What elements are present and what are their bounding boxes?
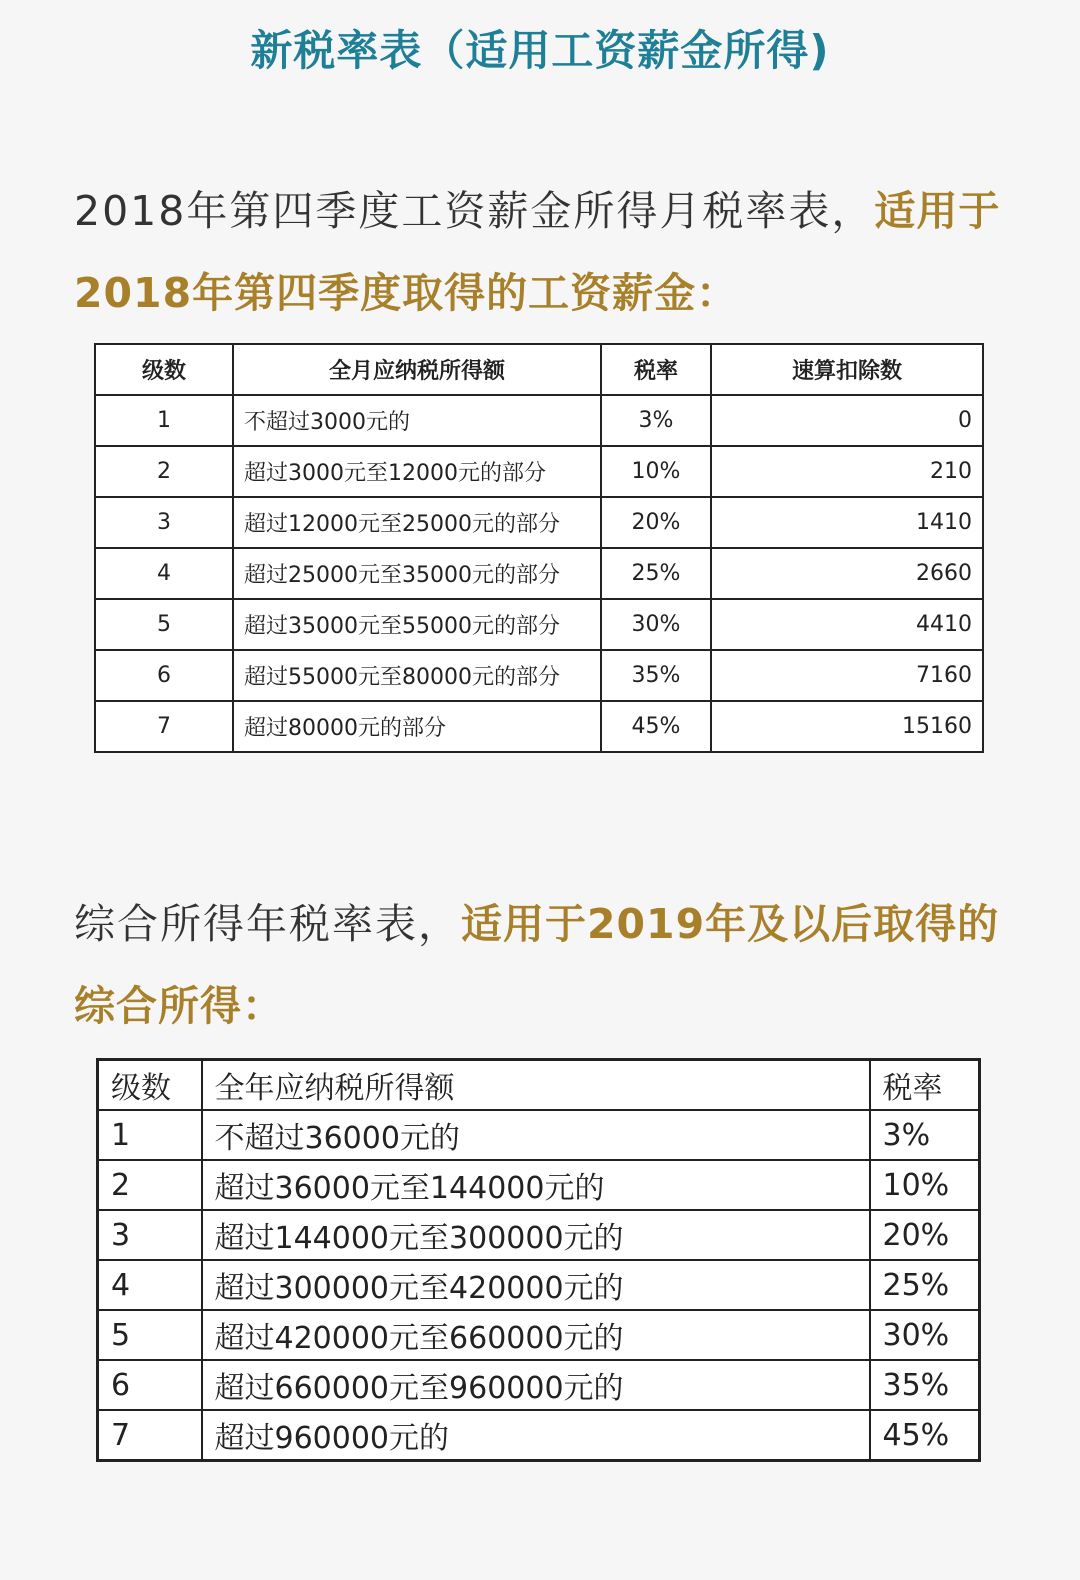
cell-tax-rate: 3% xyxy=(601,395,711,446)
monthly-table-body xyxy=(95,395,983,752)
cell-tax-rate: 30% xyxy=(870,1310,980,1360)
section2-intro-plain: 综合所得年税率表， xyxy=(74,900,461,948)
header-taxable-income: 全月应纳税所得额 xyxy=(233,344,601,395)
cell-level: 2 xyxy=(98,1160,202,1210)
table-row xyxy=(95,548,983,599)
annual-table-body xyxy=(98,1110,980,1461)
cell-taxable-income: 超过36000元至144000元的 xyxy=(202,1160,870,1210)
cell-taxable-income: 不超过36000元的 xyxy=(202,1110,870,1160)
header-quick-deduction: 速算扣除数 xyxy=(711,344,983,395)
cell-level: 5 xyxy=(95,599,233,650)
table-row xyxy=(95,395,983,446)
cell-tax-rate: 10% xyxy=(601,446,711,497)
section1-intro-highlight: 适用于2018年第四季度取得的工资薪金： xyxy=(74,187,1001,317)
header-level: 级数 xyxy=(95,344,233,395)
table-row xyxy=(98,1210,980,1260)
cell-quick-deduction: 0 xyxy=(711,395,983,446)
cell-tax-rate: 3% xyxy=(870,1110,980,1160)
cell-taxable-income: 不超过3000元的 xyxy=(233,395,601,446)
section2-intro xyxy=(74,883,1014,1047)
cell-taxable-income: 超过12000元至25000元的部分 xyxy=(233,497,601,548)
section2-intro-highlight: 适用于2019年及以后取得的综合所得： xyxy=(74,900,1000,1030)
cell-taxable-income: 超过3000元至12000元的部分 xyxy=(233,446,601,497)
cell-taxable-income: 超过300000元至420000元的 xyxy=(202,1260,870,1310)
cell-tax-rate: 25% xyxy=(601,548,711,599)
cell-tax-rate: 25% xyxy=(870,1260,980,1310)
table-row xyxy=(98,1160,980,1210)
cell-tax-rate: 35% xyxy=(870,1360,980,1410)
cell-taxable-income: 超过35000元至55000元的部分 xyxy=(233,599,601,650)
cell-taxable-income: 超过660000元至960000元的 xyxy=(202,1360,870,1410)
cell-taxable-income: 超过144000元至300000元的 xyxy=(202,1210,870,1260)
table-row xyxy=(98,1410,980,1461)
cell-level: 3 xyxy=(98,1210,202,1260)
cell-level: 1 xyxy=(98,1110,202,1160)
table-row xyxy=(98,1110,980,1160)
table-row xyxy=(95,599,983,650)
cell-quick-deduction: 2660 xyxy=(711,548,983,599)
section1-intro xyxy=(74,170,1014,334)
table-header-row xyxy=(95,344,983,395)
table-row xyxy=(98,1310,980,1360)
cell-tax-rate: 30% xyxy=(601,599,711,650)
cell-tax-rate: 35% xyxy=(601,650,711,701)
header-taxable-income: 全年应纳税所得额 xyxy=(202,1060,870,1111)
table-row xyxy=(95,650,983,701)
cell-taxable-income: 超过960000元的 xyxy=(202,1410,870,1461)
cell-quick-deduction: 7160 xyxy=(711,650,983,701)
cell-taxable-income: 超过55000元至80000元的部分 xyxy=(233,650,601,701)
table-row xyxy=(98,1260,980,1310)
cell-level: 6 xyxy=(98,1360,202,1410)
cell-level: 3 xyxy=(95,497,233,548)
cell-tax-rate: 45% xyxy=(601,701,711,752)
cell-taxable-income: 超过25000元至35000元的部分 xyxy=(233,548,601,599)
table-row xyxy=(95,446,983,497)
cell-quick-deduction: 15160 xyxy=(711,701,983,752)
cell-quick-deduction: 1410 xyxy=(711,497,983,548)
cell-level: 4 xyxy=(98,1260,202,1310)
cell-taxable-income: 超过80000元的部分 xyxy=(233,701,601,752)
header-tax-rate: 税率 xyxy=(870,1060,980,1111)
cell-level: 1 xyxy=(95,395,233,446)
cell-tax-rate: 10% xyxy=(870,1160,980,1210)
cell-level: 7 xyxy=(95,701,233,752)
cell-quick-deduction: 4410 xyxy=(711,599,983,650)
monthly-tax-rate-table xyxy=(94,343,984,753)
table-row xyxy=(95,701,983,752)
cell-level: 5 xyxy=(98,1310,202,1360)
page-title: 新税率表（适用工资薪金所得) xyxy=(250,26,830,75)
annual-tax-rate-table xyxy=(96,1058,981,1462)
cell-tax-rate: 20% xyxy=(601,497,711,548)
table-row xyxy=(95,497,983,548)
table-header-row xyxy=(98,1060,980,1111)
cell-level: 2 xyxy=(95,446,233,497)
header-level: 级数 xyxy=(98,1060,202,1111)
cell-quick-deduction: 210 xyxy=(711,446,983,497)
header-tax-rate: 税率 xyxy=(601,344,711,395)
cell-taxable-income: 超过420000元至660000元的 xyxy=(202,1310,870,1360)
cell-level: 4 xyxy=(95,548,233,599)
cell-level: 6 xyxy=(95,650,233,701)
table-row xyxy=(98,1360,980,1410)
cell-tax-rate: 45% xyxy=(870,1410,980,1461)
cell-tax-rate: 20% xyxy=(870,1210,980,1260)
cell-level: 7 xyxy=(98,1410,202,1461)
section1-intro-plain: 2018年第四季度工资薪金所得月税率表， xyxy=(74,187,875,235)
